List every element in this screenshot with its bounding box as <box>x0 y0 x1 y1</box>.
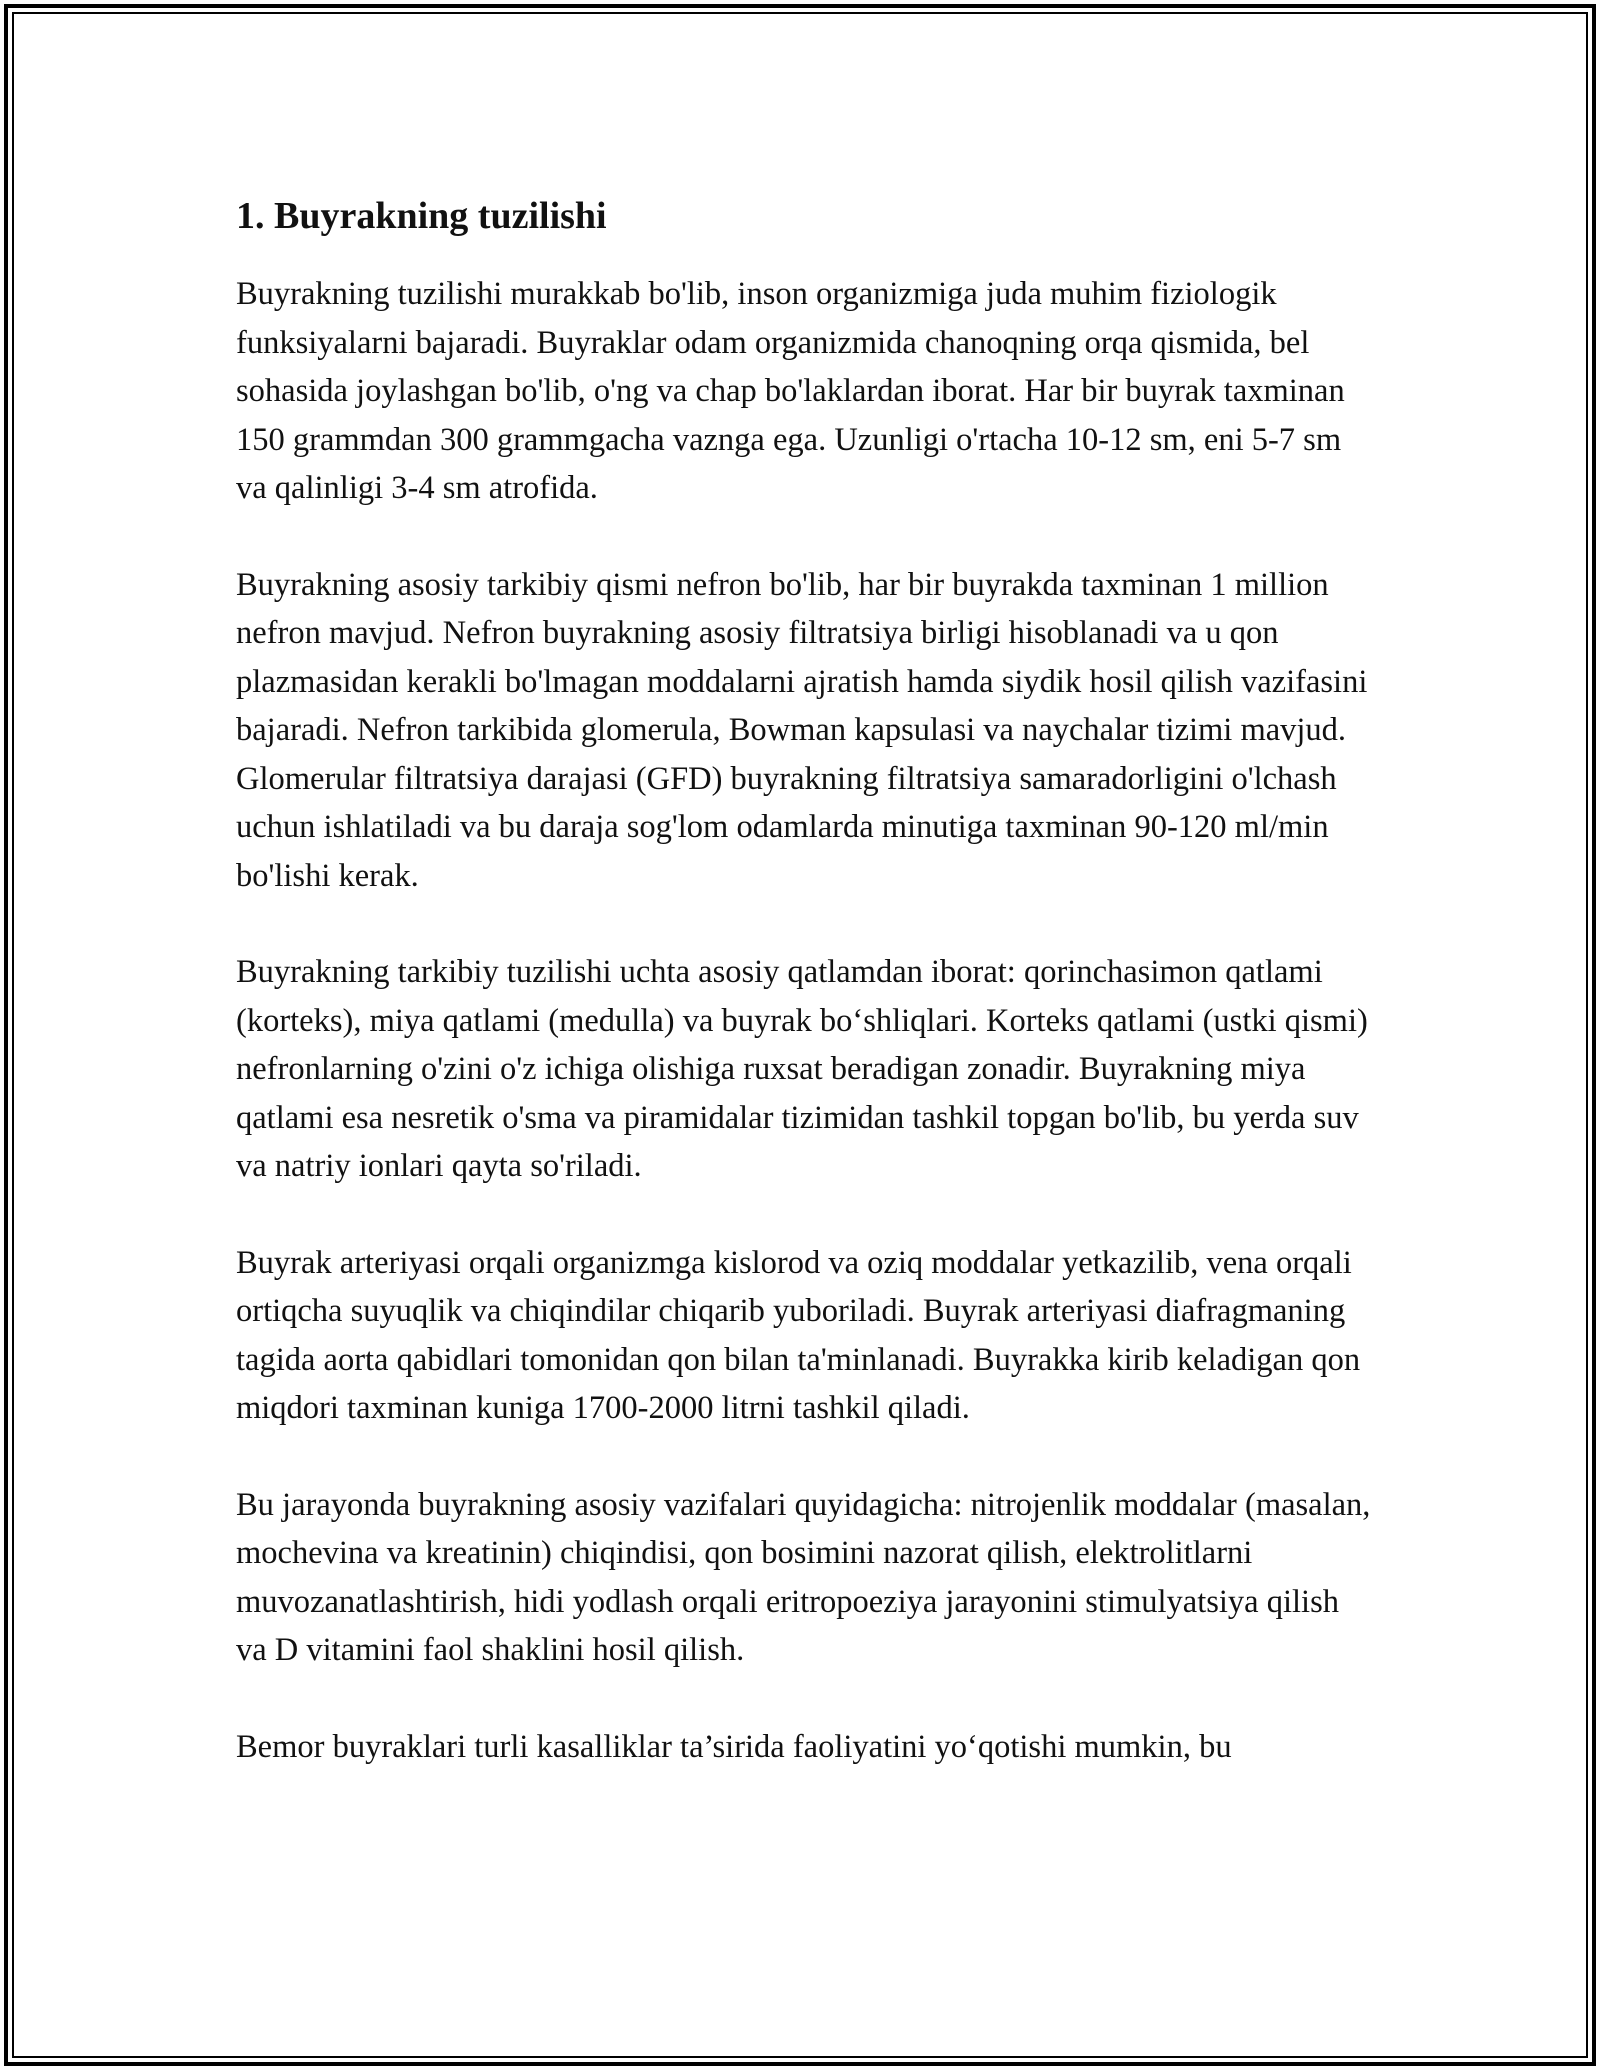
paragraph-structure-overview: Buyrakning tuzilishi murakkab bo'lib, inson organizmiga juda muhim fiziologik funksiyalarni bajaradi. Buyraklar odam organizmida chanoqning orqa qismida, bel sohasida joylashgan bo'lib, o'ng va chap bo'laklardan iborat. Har bir buyrak taxminan 150 grammdan 300 grammgacha vaznga ega. Uzunligi o'rtacha 10-12 sm, eni 5-7 sm va qalinligi 3-4 sm atrofida. <box>236 276 1345 506</box>
paragraph-functions: Bu jarayonda buyrakning asosiy vazifalari quyidagicha: nitrojenlik moddalar (masalan, mochevina va kreatinin) chiqindisi, qon bosimini nazorat qilish, elektrolitlarni muvozanatlashtirish, hidi yodlash orqali eritropoeziya jarayonini stimulyatsiya qilish va D vitamini faol shaklini hosil qilish. <box>236 1486 1371 1668</box>
section-title: 1. Buyrakning tuzilishi <box>236 195 607 237</box>
paragraph-blood-supply: Buyrak arteriyasi orqali organizmga kislorod va oziq moddalar yetkazilib, vena orqali ortiqcha suyuqlik va chiqindilar chiqarib yuboriladi. Buyrak arteriyasi diafragmaning tagida aorta qabidlari tomonidan qon bilan ta'minlanadi. Buyrakka kirib keladigan qon miqdori taxminan kuniga 1700-2000 litrni tashkil qiladi. <box>236 1244 1361 1426</box>
paragraph-nephron: Buyrakning asosiy tarkibiy qismi nefron bo'lib, har bir buyrakda taxminan 1 million nefron mavjud. Nefron buyrakning asosiy filtratsiya birligi hisoblanadi va u qon plazmasidan kerakli bo'lmagan moddalarni ajratish hamda siydik hosil qilish vazifasini bajaradi. Nefron tarkibida glomerula, Bowman kapsulasi va naychalar tizimi mavjud. Glomerular filtratsiya darajasi (GFD) buyrakning filtratsiya samaradorligini o'lchash uchun ishlatiladi va bu daraja sog'lom odamlarda minutiga taxminan 90-120 ml/min bo'lishi kerak. <box>236 566 1368 894</box>
paragraph-diseases: Bemor buyraklari turli kasalliklar ta’sirida faoliyatini yo‘qotishi mumkin, bu <box>236 1728 1232 1765</box>
document-body <box>236 190 1376 1819</box>
paragraph-layers: Buyrakning tarkibiy tuzilishi uchta asosiy qatlamdan iborat: qorinchasimon qatlami (korteks), miya qatlami (medulla) va buyrak bo‘shliqlari. Korteks qatlami (ustki qismi) nefronlarning o'zini o'z ichiga olishiga ruxsat beradigan zonadir. Buyrakning miya qatlami esa nesretik o'sma va piramidalar tizimidan tashkil topgan bo'lib, bu yerda suv va natriy ionlari qayta so'riladi. <box>236 954 1368 1184</box>
